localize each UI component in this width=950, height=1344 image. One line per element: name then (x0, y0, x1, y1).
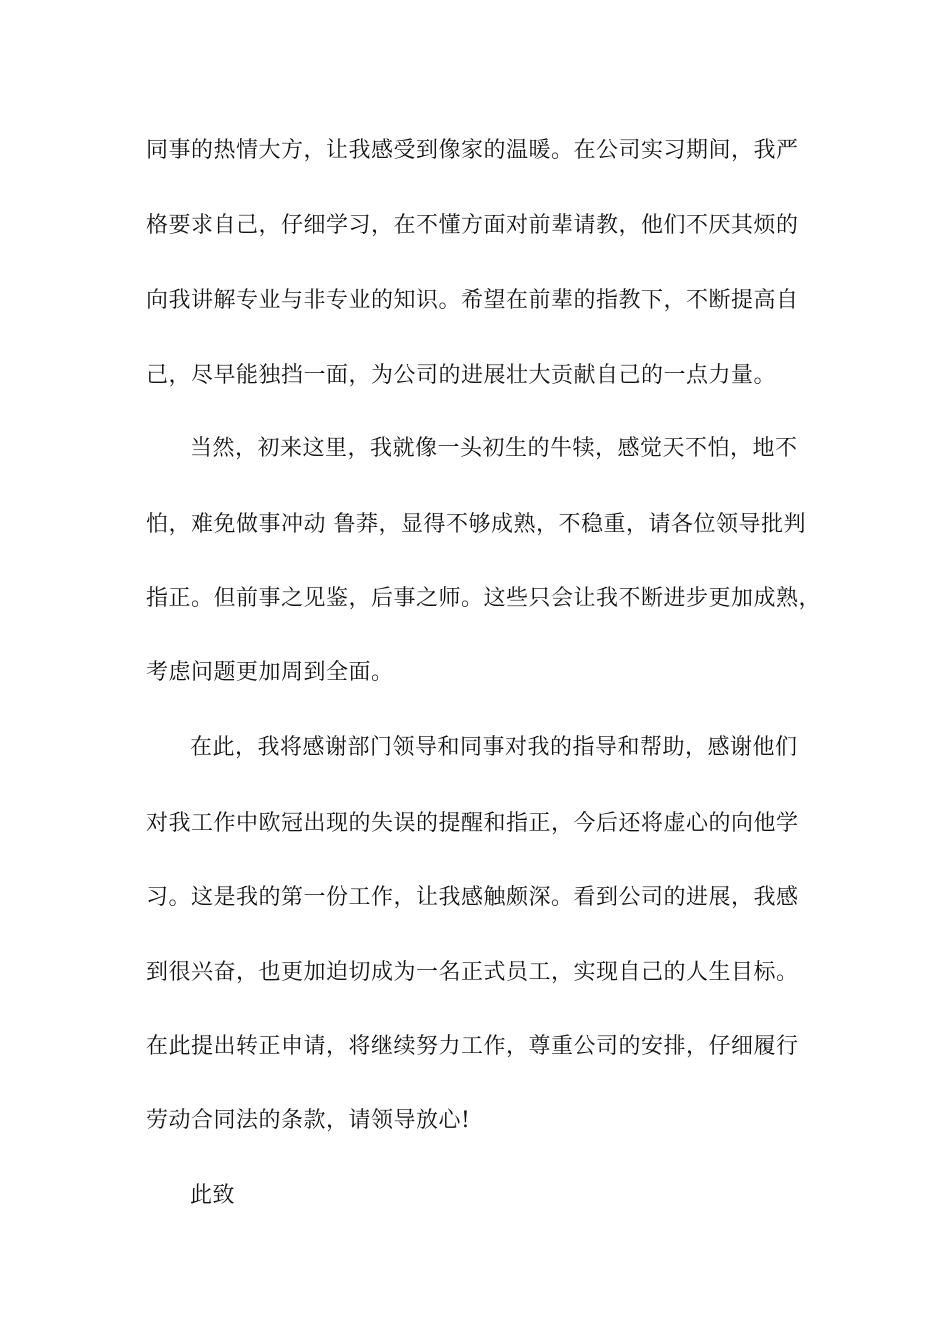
text-line: 在此，我将感谢部门领导和同事对我的指导和帮助，感谢他们 (190, 735, 798, 760)
text-line: 指正。但前事之见鉴，后事之师。这些只会让我不断进步更加成熟， (146, 586, 822, 611)
text-line: 怕，难免做事冲动 鲁莽，显得不够成熟，不稳重，请各位领导批判 (146, 512, 806, 537)
text-line: 己，尽早能独挡一面，为公司的进展壮大贡献自己的一点力量。 (146, 363, 777, 388)
text-line: 格要求自己，仔细学习，在不懂方面对前辈请教，他们不厌其烦的 (146, 213, 799, 238)
text-line: 到很兴奋，也更加迫切成为一名正式员工，实现自己的人生目标。 (146, 960, 799, 985)
text-line: 劳动合同法的条款，请领导放心! (146, 1108, 471, 1133)
text-line: 对我工作中欧冠出现的失误的提醒和指正，今后还将虚心的向他学 (146, 811, 799, 836)
text-line: 习。这是我的第一份工作，让我感触颇深。看到公司的进展，我感 (146, 885, 799, 910)
closing-salutation: 此致 (190, 1183, 236, 1208)
text-line: 向我讲解专业与非专业的知识。希望在前辈的指教下，不断提高自 (146, 288, 799, 313)
text-line: 考虑问题更加周到全面。 (146, 660, 394, 685)
text-line: 当然，初来这里，我就像一头初生的牛犊，感觉天不怕，地不 (190, 436, 798, 461)
text-line: 同事的热情大方，让我感受到像家的温暖。在公司实习期间，我严 (146, 138, 799, 163)
text-line: 在此提出转正申请，将继续努力工作，尊重公司的安排，仔细履行 (146, 1034, 799, 1059)
